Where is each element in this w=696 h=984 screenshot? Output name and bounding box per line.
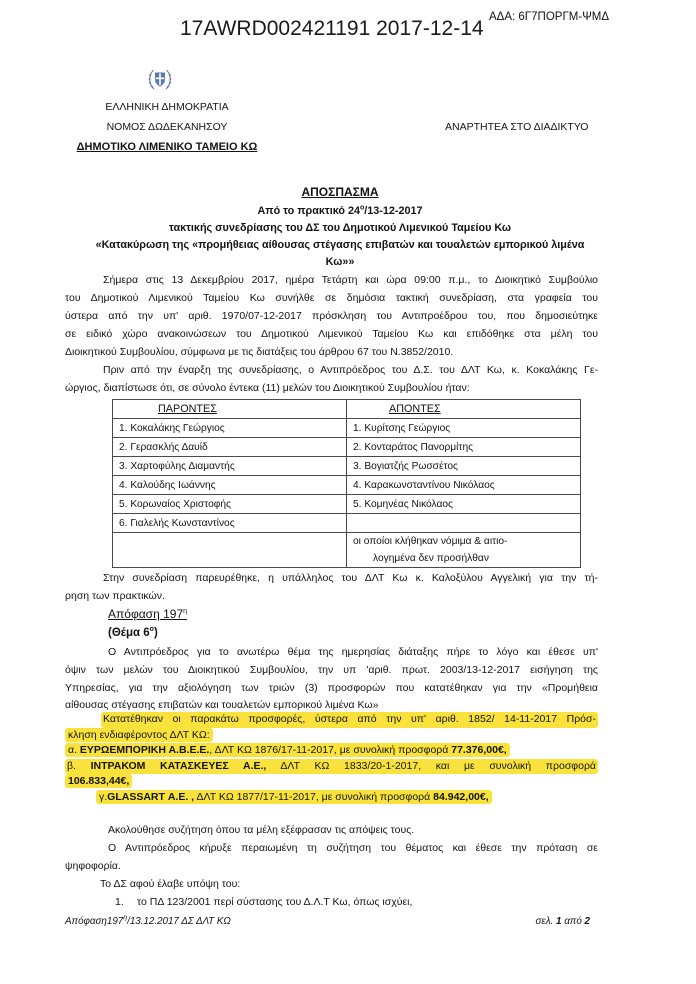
offer-item	[65, 759, 598, 775]
present-header-cell	[113, 400, 347, 419]
subject-line-1: «Κατακύρωση της «προμήθειας αίθουσας στέγασης επιβατών και τουαλετών εμπορικού λιμένα	[95, 239, 585, 251]
registry-code: 17AWRD002421191 2017-12-14	[180, 17, 484, 40]
minutes-prefix: Από το πρακτικό 24	[257, 205, 360, 217]
absent-note-line: λογημένα δεν προσήλθαν	[373, 553, 489, 564]
attendance-row	[113, 419, 581, 438]
offers-intro-line-wrap	[65, 728, 598, 744]
issuer-prefecture: ΝΟΜΟΣ ΔΩΔΕΚΑΝΗΣΟΥ	[106, 121, 228, 133]
secretary-line: ρηση των πρακτικών.	[65, 590, 165, 602]
decision-topic-text: (Θέμα 6	[108, 627, 150, 639]
offer-item-highlight	[96, 790, 492, 804]
offer-item	[65, 790, 598, 806]
consideration-item	[65, 893, 598, 911]
present-member: 3. Χαρτοφύλης Διαμαντής	[113, 457, 347, 476]
decision-topic-end: )	[153, 627, 158, 639]
footer-reference	[65, 914, 231, 930]
extract-heading	[40, 182, 640, 271]
present-member: 2. Γερασκλής Δαυίδ	[113, 438, 347, 457]
minutes-suffix: /13-12-2017	[364, 205, 423, 217]
absent-member: 4. Καρακωνσταντίνου Νικόλαος	[347, 476, 581, 495]
attendance-row	[113, 514, 581, 533]
present-member: 4. Καλούδης Ιωάννης	[113, 476, 347, 495]
proposal-line: Υπηρεσίας, για την αξιολόγηση των τριών (3) προσφορών που κατατέθηκαν για την «Προμήθεια	[65, 682, 598, 694]
absent-note-line: οι οποίοι κλήθηκαν νόμιμα & αιτιο-	[353, 536, 508, 547]
intro-line: Σήμερα στις 13 Δεκεμβρίου 2017, ημέρα Τετάρτη και ώρα 09:00 π.μ., το Διοικητικό Συμβούλιο	[103, 274, 598, 286]
proposal-line: αίθουσας στέγασης επιβατών και τουαλετών εμπορικού λιμένα Κω»	[65, 699, 379, 711]
issuer-country: ΕΛΛΗΝΙΚΗ ΔΗΜΟΚΡΑΤΙΑ	[105, 101, 229, 113]
absent-member: 3. Βογιατζής Ρωσσέτος	[347, 457, 581, 476]
discussion-paragraph	[65, 821, 598, 911]
attendance-header-row	[113, 400, 581, 419]
offer-details: ΔΛΤ ΚΩ 1833/20-1-2017, και με συνολική προσφορά	[266, 759, 597, 772]
attendance-row	[113, 438, 581, 457]
intro-paragraphs	[65, 271, 598, 397]
offer-amount: 106.833,44€,	[65, 774, 132, 788]
page-label: σελ.	[535, 916, 554, 927]
absent-member: 1. Κυρίτσης Γεώργιος	[347, 419, 581, 438]
absent-note-cell	[347, 533, 581, 568]
decision-number	[108, 605, 187, 624]
page-current: 1	[556, 916, 562, 927]
discussion-line: Ο Αντιπρόεδρος κήρυξε περαιωμένη τη συζήτηση του θέματος και έθεσε την πρόταση σε	[108, 842, 598, 854]
offer-bidder: GLASSART Α.Ε. ,	[107, 790, 195, 803]
attendance-row	[113, 457, 581, 476]
discussion-line: Ακολούθησε συζήτηση όπου τα μέλη εξέφρασαν τις απόψεις τους.	[108, 824, 415, 836]
decision-topic-sup: ο	[149, 626, 154, 634]
offer-amount: 84.942,00€,	[433, 790, 489, 803]
consideration-text: το ΠΔ 123/2001 περί σύστασης του Δ.Λ.Τ Κω, όπως ισχύει,	[137, 896, 413, 908]
attendance-row	[113, 476, 581, 495]
proposal-paragraph	[65, 643, 598, 713]
extract-title: ΑΠΟΣΠΑΣΜΑ	[301, 185, 379, 199]
intro-line: Διοικητικού Συμβουλίου, σύμφωνα με τις διατάξεις του άρθρου 67 του Ν.3852/2010.	[65, 346, 454, 358]
discussion-line: ψηφοφορία.	[65, 860, 121, 872]
session-line: τακτικής συνεδρίασης του ΔΣ του Δημοτικού Λιμενικού Ταμείου Κω	[168, 222, 512, 234]
present-header: ΠΑΡΟΝΤΕΣ	[158, 402, 217, 415]
issuer-block	[60, 98, 274, 156]
empty-cell	[113, 533, 347, 568]
issuer-organization: ΔΗΜΟΤΙΚΟ ΛΙΜΕΝΙΚΟ ΤΑΜΕΙΟ ΚΩ	[76, 141, 258, 153]
discussion-line: Το ΔΣ αφού έλαβε υπόψη του:	[100, 878, 241, 890]
offer-letter: α.	[68, 744, 80, 756]
proposal-line: όψιν των μελών του Διοικητικού Συμβουλίου, την υπ 'αριθ. πρωτ. 2003/13-12-2017 εισήγηση της	[65, 664, 598, 676]
intro-line: ύστερα από την υπ' αριθ. 1970/07-12-2017 πρόσκληση του Αντιπροέδρου του, που δημοσιεύτηκε	[65, 310, 598, 322]
proposal-line: Ο Αντιπρόεδρος για το ανωτέρω θέμα της ημερησίας διάταξης πήρε το λόγο και έθεσε υπ'	[108, 646, 598, 658]
subject-line-2: Κω»»	[325, 256, 355, 268]
attendance-table	[112, 399, 581, 568]
quorum-line: Πριν από την έναρξη της συνεδρίασης, ο Αντιπρόεδρος του Δ.Σ. του ΔΛΤ Κω, κ. Κοκαλάκης Γε-	[103, 364, 598, 376]
secretary-paragraph	[65, 569, 598, 605]
absent-header-cell	[347, 400, 581, 419]
empty-cell	[347, 514, 581, 533]
offer-bidder: ΙΝΤΡΑΚΟΜ ΚΑΤΑΣΚΕΥΕΣ Α.Ε.,	[90, 759, 267, 772]
decision-topic	[108, 624, 187, 642]
quorum-line: ώργιος, διαπίστωσε ότι, σε σύνολο έντεκα (11) μελών του Διοικητικού Συμβουλίου ήταν:	[65, 382, 470, 394]
absent-header: ΑΠΟΝΤΕΣ	[389, 402, 441, 415]
greek-coat-of-arms-icon	[147, 66, 173, 93]
page-of: από	[564, 916, 582, 927]
present-member: 1. Κοκαλάκης Γεώργιος	[113, 419, 347, 438]
decision-heading	[108, 605, 187, 642]
absent-member: 5. Κομηνέας Νικόλαος	[347, 495, 581, 514]
offers-block	[65, 712, 598, 805]
footer-ref-sup: η	[123, 914, 128, 922]
ada-code: ΑΔΑ: 6Γ7ΠΟΡΓΜ-ΨΜΔ	[489, 11, 610, 23]
offer-letter: γ.	[99, 790, 108, 803]
offer-details: , ΔΛΤ ΚΩ 1876/17-11-2017, με συνολική προσφορά	[209, 744, 452, 756]
page-total: 2	[584, 916, 590, 927]
footer-ref-suffix: /13.12.2017 ΔΣ ΔΛΤ ΚΩ	[127, 916, 231, 927]
page-footer	[65, 914, 590, 930]
minutes-sup: ο	[359, 204, 365, 212]
decision-number-sup: η	[183, 608, 188, 615]
intro-line: του Δημοτικού Λιμενικού Ταμείου Κω συνήλθε σε δημόσια τακτική συνεδρίαση, στα γραφεία του	[65, 292, 598, 304]
offers-intro-line: κληση ενδιαφέροντος ΔΛΤ ΚΩ:	[65, 728, 213, 742]
page-number	[536, 914, 590, 930]
absent-member: 2. Κονταράτος Πανορμίτης	[347, 438, 581, 457]
offer-item-continuation	[65, 774, 598, 790]
publication-note: ΑΝΑΡΤΗΤΕΑ ΣΤΟ ΔΙΑΔΙΚΤΥΟ	[445, 121, 589, 133]
present-member: 5. Κορωναίος Χριστοφής	[113, 495, 347, 514]
offer-letter: β.	[67, 759, 91, 772]
minutes-reference	[40, 203, 640, 220]
footer-ref-prefix: Απόφαση197	[65, 916, 124, 927]
intro-line: σε ειδικό χώρο ανακοινώσεων του Δημοτικού Λιμενικού Ταμείου Κω και επιδόθηκε στα μέλη του	[65, 328, 598, 340]
offer-bidder: ΕΥΡΩΕΜΠΟΡΙΚΗ Α.Β.Ε.Ε.	[79, 744, 210, 756]
offer-item-highlight	[65, 743, 510, 757]
offer-amount: 77.376,00€,	[451, 744, 507, 756]
offer-item	[65, 743, 598, 759]
consideration-number: 1.	[115, 896, 124, 908]
attendance-row	[113, 495, 581, 514]
offer-details: ΔΛΤ ΚΩ 1877/17-11-2017, με συνολική προσφορά	[194, 790, 434, 803]
attendance-row	[113, 533, 581, 568]
secretary-line: Στην συνεδρίαση παρευρέθηκε, η υπάλληλος του ΔΛΤ Κω κ. Καλοξύλου Αγγελική για την τή-	[103, 572, 598, 584]
offers-intro-line: Κατατέθηκαν οι παρακάτω προσφορές, ύστερα από την υπ' αριθ. 1852/ 14-11-2017 Πρόσ-	[101, 712, 598, 728]
decision-number-text: Απόφαση 197	[108, 607, 184, 621]
present-member: 6. Γιαλελής Κωνσταντίνος	[113, 514, 347, 533]
